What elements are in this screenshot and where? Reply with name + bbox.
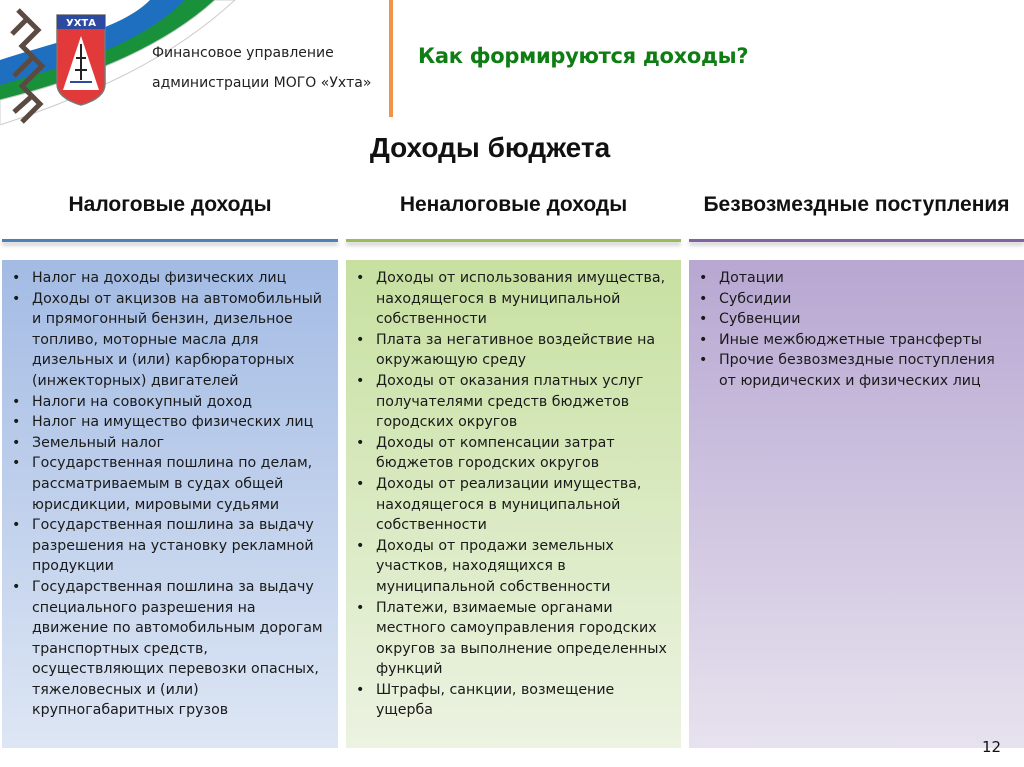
svg-text:УХТА: УХТА: [66, 18, 96, 29]
nontax-revenue-list: [346, 260, 681, 748]
column-underline-tax: [2, 239, 338, 242]
list-item: • Доходы от использования имущества, находящегося в муниципальной собственности: [354, 268, 671, 330]
list-item: • Доходы от реализации имущества, находящегося в муниципальной собственности: [354, 474, 671, 536]
list-item: • Доходы от акцизов на автомобильный и прямогонный бензин, дизельное топливо, моторные масла для дизельных и (или) карбюраторных (инжекторных) двигателей: [10, 289, 328, 392]
list-item: • Налоги на совокупный доход: [10, 392, 328, 413]
column-underline-nontax: [346, 239, 681, 242]
list-item: • Иные межбюджетные трансферты: [697, 330, 1014, 351]
column-header-nontax: Неналоговые доходы: [399, 193, 628, 216]
budget-revenue-title: Доходы бюджета: [369, 132, 611, 163]
org-line-1: Финансовое управление: [152, 45, 334, 61]
column-header-gratuitous: Безвозмездные поступления: [703, 193, 1010, 216]
list-item: • Государственная пошлина за выдачу разрешения на установку рекламной продукции: [10, 515, 328, 577]
org-line-2: администрации МОГО «Ухта»: [152, 75, 372, 91]
gratuitous-receipts-list: [689, 260, 1024, 748]
list-item: • Доходы от компенсации затрат бюджетов городских округов: [354, 433, 671, 474]
list-item: • Доходы от продажи земельных участков, находящихся в муниципальной собственности: [354, 536, 671, 598]
tax-revenue-list: [2, 260, 338, 748]
slide-title: Как формируются доходы?: [418, 44, 749, 68]
list-item: • Штрафы, санкции, возмещение ущерба: [354, 680, 671, 721]
list-item: • Налог на доходы физических лиц: [10, 268, 328, 289]
slide-header: [0, 0, 1024, 125]
list-item: • Субсидии: [697, 289, 1014, 310]
list-item: • Налог на имущество физических лиц: [10, 412, 328, 433]
list-item: • Доходы от оказания платных услуг получателями средств бюджетов городских округов: [354, 371, 671, 433]
header-divider: [389, 0, 393, 117]
list-item: • Платежи, взимаемые органами местного самоуправления городских округов за выполнение определенных функций: [354, 598, 671, 680]
list-item: • Государственная пошлина за выдачу специального разрешения на движение по автомобильным дорогам транспортных средств, осуществляющих перевозки опасных, тяжеловесных и (или) крупногабаритных грузов: [10, 577, 328, 721]
list-item: • Плата за негативное воздействие на окружающую среду: [354, 330, 671, 371]
city-crest-icon: [56, 14, 106, 106]
list-item: • Прочие безвозмездные поступления от юридических и физических лиц: [697, 350, 1014, 391]
list-item: • Земельный налог: [10, 433, 328, 454]
list-item: • Государственная пошлина по делам, рассматриваемым в судах общей юрисдикции, мировыми судьями: [10, 453, 328, 515]
organization-name: [152, 38, 371, 98]
page-number: 12: [982, 738, 1002, 756]
column-underline-gratuitous: [689, 239, 1024, 242]
list-item: • Субвенции: [697, 309, 1014, 330]
column-header-tax: Налоговые доходы: [68, 193, 272, 216]
list-item: • Дотации: [697, 268, 1014, 289]
